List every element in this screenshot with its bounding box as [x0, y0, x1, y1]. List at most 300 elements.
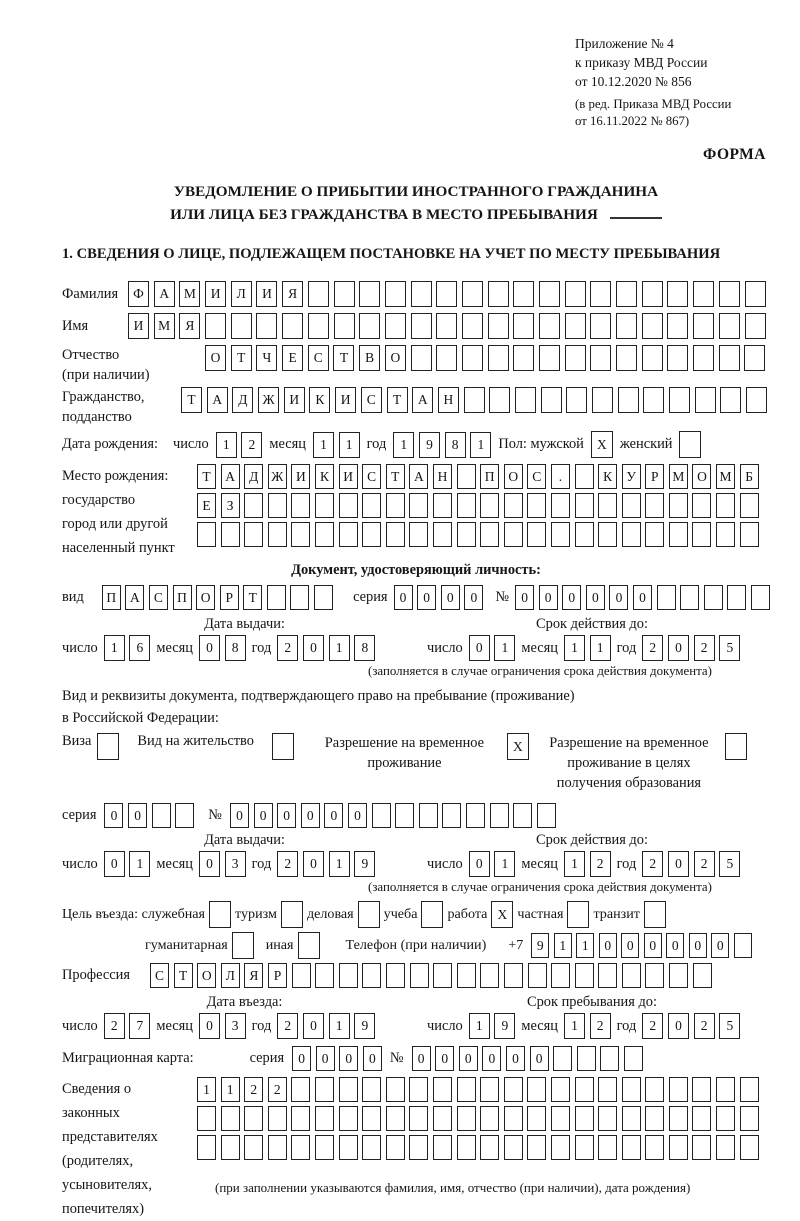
char-cell	[622, 1106, 641, 1131]
char-cell	[692, 493, 711, 518]
char-cell	[410, 963, 429, 988]
char-cell	[719, 313, 740, 339]
char-cell	[433, 1135, 452, 1160]
char-cell: 6	[129, 635, 150, 661]
char-cell: Я	[244, 963, 263, 988]
sex-female-checkbox	[679, 431, 701, 458]
section1-heading: 1. СВЕДЕНИЯ О ЛИЦЕ, ПОДЛЕЖАЩЕМ ПОСТАНОВКЕ НА УЧЕТ ПО МЕСТУ ПРЕБЫВАНИЯ	[62, 246, 721, 262]
char-cell: С	[150, 963, 169, 988]
char-cell: 1	[329, 635, 350, 661]
char-cell	[592, 387, 613, 413]
char-cell	[539, 345, 560, 371]
char-cell	[539, 313, 560, 339]
char-cell	[462, 345, 483, 371]
profession-label: Профессия	[62, 967, 130, 983]
char-cell	[362, 522, 381, 547]
patronymic-label-line2: (при наличии)	[62, 367, 150, 383]
char-cell: Ж	[268, 464, 287, 489]
char-cell	[291, 1106, 310, 1131]
char-cell	[515, 387, 536, 413]
char-cell: Т	[174, 963, 193, 988]
char-cell: 0	[301, 803, 320, 828]
char-cell	[598, 1077, 617, 1102]
char-cell	[716, 1077, 735, 1102]
purpose-tourism-checkbox	[281, 901, 303, 928]
permit-valid-header: Срок действия до:	[536, 832, 648, 848]
char-cell: Д	[232, 387, 253, 413]
char-cell	[395, 803, 414, 828]
char-cell: 0	[539, 585, 558, 610]
char-cell	[480, 522, 499, 547]
title-blank-underline	[610, 217, 662, 219]
char-cell	[244, 493, 263, 518]
doc-number-cells	[515, 585, 770, 610]
char-cell: 0	[348, 803, 367, 828]
char-cell	[541, 387, 562, 413]
char-cell: Л	[231, 281, 252, 307]
char-cell: 0	[277, 803, 296, 828]
month-label: месяц	[156, 639, 193, 656]
char-cell	[221, 1135, 240, 1160]
char-cell	[616, 313, 637, 339]
char-cell: 0	[441, 585, 460, 610]
char-cell: В	[359, 345, 380, 371]
representatives-label-line1: Сведения о	[62, 1081, 132, 1097]
char-cell	[669, 1077, 688, 1102]
char-cell: 0	[435, 1046, 454, 1071]
year-label: год	[616, 855, 637, 872]
representatives-label-line3: представителях	[62, 1129, 158, 1145]
char-cell	[680, 585, 699, 610]
char-cell	[539, 281, 560, 307]
char-cell	[244, 1106, 263, 1131]
char-cell	[480, 963, 499, 988]
char-cell: О	[197, 963, 216, 988]
name-label: Имя	[62, 317, 89, 334]
char-cell: 8	[354, 635, 375, 661]
char-cell	[622, 963, 641, 988]
char-cell	[616, 281, 637, 307]
char-cell	[575, 493, 594, 518]
representatives-cells-column	[197, 1077, 759, 1196]
char-cell: 0	[515, 585, 534, 610]
char-cell	[231, 313, 252, 339]
permit-dates-headers	[62, 832, 770, 849]
char-cell	[645, 963, 664, 988]
name-row	[62, 313, 770, 339]
month-label: месяц	[521, 639, 558, 656]
doc-issue-month-cells	[199, 635, 246, 661]
char-cell	[480, 1106, 499, 1131]
migcard-series-cells	[292, 1046, 382, 1071]
char-cell	[669, 387, 690, 413]
annex-block	[575, 34, 770, 130]
permit-number-cells	[230, 803, 556, 828]
char-cell: 3	[225, 851, 246, 877]
char-cell: О	[504, 464, 523, 489]
char-cell	[339, 1077, 358, 1102]
char-cell	[298, 932, 320, 959]
char-cell	[642, 281, 663, 307]
char-cell: Е	[197, 493, 216, 518]
char-cell: 1	[339, 432, 360, 458]
char-cell	[358, 901, 380, 928]
permit-valid-note: (заполняется в случае ограничения срока действия документа)	[368, 880, 712, 894]
year-label: год	[251, 855, 272, 872]
char-cell	[436, 313, 457, 339]
char-cell: 2	[241, 432, 262, 458]
phone-prefix: +7	[508, 937, 524, 953]
char-cell: 1	[494, 851, 515, 877]
char-cell: 0	[459, 1046, 478, 1071]
char-cell: 0	[666, 933, 684, 958]
char-cell	[197, 522, 216, 547]
sex-male-label: Пол: мужской	[498, 436, 584, 452]
char-cell: 0	[668, 1013, 689, 1039]
char-cell: 5	[719, 851, 740, 877]
char-cell	[527, 522, 546, 547]
purpose-other-label: иная	[265, 937, 294, 953]
doc-kind-cells	[102, 585, 333, 610]
char-cell	[386, 1106, 405, 1131]
char-cell: Ф	[128, 281, 149, 307]
char-cell	[716, 1106, 735, 1131]
citizenship-label	[62, 387, 181, 427]
char-cell: А	[207, 387, 228, 413]
char-cell: 9	[531, 933, 549, 958]
char-cell	[645, 522, 664, 547]
char-cell	[551, 1135, 570, 1160]
profession-row	[62, 963, 770, 988]
phone-cells	[531, 933, 752, 958]
char-cell	[645, 1077, 664, 1102]
char-cell	[616, 345, 637, 371]
char-cell	[657, 585, 676, 610]
char-cell	[409, 1077, 428, 1102]
char-cell	[527, 1135, 546, 1160]
day-label: число	[62, 639, 98, 656]
char-cell	[598, 1106, 617, 1131]
char-cell	[315, 1106, 334, 1131]
char-cell	[433, 1077, 452, 1102]
char-cell: А	[409, 464, 428, 489]
char-cell: П	[173, 585, 192, 610]
char-cell	[489, 387, 510, 413]
char-cell	[385, 313, 406, 339]
char-cell: О	[205, 345, 226, 371]
char-cell	[244, 1135, 263, 1160]
char-cell: 9	[419, 432, 440, 458]
char-cell: А	[412, 387, 433, 413]
birthplace-label-line4: населенный пункт	[62, 540, 175, 556]
char-cell	[334, 313, 355, 339]
char-cell: Б	[740, 464, 759, 489]
char-cell	[290, 585, 309, 610]
residence-permit-label: Вид на жительство	[137, 733, 254, 749]
char-cell	[734, 933, 752, 958]
permit-valid-day-cells	[469, 851, 516, 877]
char-cell	[291, 493, 310, 518]
char-cell: 0	[254, 803, 273, 828]
surname-cells	[128, 281, 766, 307]
char-cell: 1	[329, 851, 350, 877]
char-cell	[433, 493, 452, 518]
permit-checkline	[62, 733, 770, 793]
char-cell	[667, 281, 688, 307]
temp-permit-edu-label: Разрешение на временное проживание в целях получения образования	[549, 735, 709, 791]
char-cell	[590, 313, 611, 339]
char-cell	[645, 493, 664, 518]
char-cell	[268, 1135, 287, 1160]
month-label: месяц	[269, 436, 306, 452]
char-cell: 5	[719, 635, 740, 661]
char-cell: С	[308, 345, 329, 371]
char-cell: Р	[268, 963, 287, 988]
char-cell: Р	[645, 464, 664, 489]
doc-number-label: №	[495, 589, 510, 605]
char-cell	[740, 1106, 759, 1131]
char-cell	[267, 585, 286, 610]
char-cell	[565, 313, 586, 339]
sex-male-checkbox	[591, 431, 613, 458]
char-cell: 1	[564, 1013, 585, 1039]
char-cell	[334, 281, 355, 307]
char-cell	[308, 313, 329, 339]
purpose-other-checkbox	[298, 932, 320, 959]
doc-dates-headers	[62, 616, 770, 633]
char-cell: А	[154, 281, 175, 307]
char-cell	[362, 1077, 381, 1102]
char-cell: И	[205, 281, 226, 307]
visa-checkbox	[97, 733, 119, 760]
char-cell	[488, 281, 509, 307]
char-cell	[457, 1135, 476, 1160]
char-cell: Д	[244, 464, 263, 489]
birthplace-label	[62, 464, 197, 560]
char-cell: Т	[243, 585, 262, 610]
char-cell	[575, 1106, 594, 1131]
char-cell	[567, 901, 589, 928]
char-cell	[409, 1135, 428, 1160]
char-cell	[480, 493, 499, 518]
char-cell	[490, 803, 509, 828]
annex-line: к приказу МВД России	[575, 55, 708, 70]
char-cell	[386, 493, 405, 518]
entry-day-cells	[104, 1013, 151, 1039]
char-cell	[692, 522, 711, 547]
char-cell: Т	[231, 345, 252, 371]
representatives-cells-row3	[197, 1135, 759, 1160]
char-cell: 0	[586, 585, 605, 610]
char-cell: X	[591, 431, 613, 458]
purpose-transit-checkbox	[644, 901, 666, 928]
citizenship-cells	[181, 387, 767, 413]
char-cell: 1	[329, 1013, 350, 1039]
char-cell: М	[179, 281, 200, 307]
char-cell: Т	[333, 345, 354, 371]
char-cell	[419, 803, 438, 828]
char-cell: Е	[282, 345, 303, 371]
char-cell	[745, 281, 766, 307]
char-cell	[291, 522, 310, 547]
char-cell	[436, 281, 457, 307]
char-cell: 0	[621, 933, 639, 958]
surname-label: Фамилия	[62, 285, 119, 302]
birthdate-label: Дата рождения:	[62, 436, 158, 452]
char-cell	[362, 493, 381, 518]
purpose-private-label: частная	[517, 906, 564, 922]
permit-number-label: №	[208, 807, 222, 823]
char-cell	[577, 1046, 596, 1071]
char-cell: 0	[303, 851, 324, 877]
char-cell: 2	[277, 1013, 298, 1039]
char-cell	[462, 281, 483, 307]
char-cell: 3	[225, 1013, 246, 1039]
char-cell: Т	[181, 387, 202, 413]
char-cell	[244, 522, 263, 547]
char-cell	[527, 1077, 546, 1102]
patronymic-row	[62, 345, 770, 385]
visa-label: Виза	[62, 733, 92, 749]
char-cell	[457, 522, 476, 547]
char-cell: О	[692, 464, 711, 489]
char-cell: 2	[590, 1013, 611, 1039]
char-cell: 8	[225, 635, 246, 661]
char-cell: .	[551, 464, 570, 489]
char-cell	[504, 493, 523, 518]
char-cell	[695, 387, 716, 413]
char-cell	[693, 345, 714, 371]
char-cell: 0	[292, 1046, 311, 1071]
representatives-cells-row1	[197, 1077, 759, 1102]
month-label: месяц	[521, 855, 558, 872]
char-cell	[598, 493, 617, 518]
char-cell	[575, 464, 594, 489]
entry-date-group	[62, 1013, 427, 1039]
char-cell	[268, 522, 287, 547]
char-cell: 0	[199, 635, 220, 661]
char-cell: 0	[199, 851, 220, 877]
right-doc-line1: Вид и реквизиты документа, подтверждающего право на пребывание (проживание)	[62, 688, 575, 704]
temp-permit-checkbox	[507, 733, 529, 760]
char-cell	[339, 1135, 358, 1160]
char-cell	[308, 281, 329, 307]
representatives-cells-row2	[197, 1106, 759, 1131]
char-cell	[457, 1077, 476, 1102]
stay-year-cells	[642, 1013, 740, 1039]
citizenship-label-line1: Гражданство,	[62, 389, 145, 405]
char-cell: 0	[609, 585, 628, 610]
char-cell	[740, 1135, 759, 1160]
temp-permit-label: Разрешение на временное проживание	[324, 735, 485, 771]
char-cell: 2	[694, 851, 715, 877]
char-cell	[598, 522, 617, 547]
char-cell: Н	[433, 464, 452, 489]
permit-series-label: серия	[62, 807, 97, 823]
day-label: число	[172, 436, 209, 452]
char-cell: 1	[216, 432, 237, 458]
char-cell	[513, 803, 532, 828]
char-cell	[97, 733, 119, 760]
char-cell: 0	[230, 803, 249, 828]
char-cell	[565, 345, 586, 371]
day-label: число	[427, 855, 463, 872]
char-cell: 1	[576, 933, 594, 958]
doc-valid-month-cells	[564, 635, 611, 661]
char-cell: 1	[470, 432, 491, 458]
char-cell	[436, 345, 457, 371]
char-cell	[727, 585, 746, 610]
purpose-transit-label: транзит	[593, 906, 640, 922]
char-cell	[339, 1106, 358, 1131]
permit-issue-day-cells	[104, 851, 151, 877]
char-cell	[600, 1046, 619, 1071]
identity-doc-heading: Документ, удостоверяющий личность:	[291, 562, 541, 578]
char-cell: 0	[412, 1046, 431, 1071]
char-cell	[205, 313, 226, 339]
char-cell: К	[598, 464, 617, 489]
stay-until-group	[427, 1013, 740, 1039]
purpose-work-checkbox	[491, 901, 513, 928]
char-cell: З	[221, 493, 240, 518]
char-cell	[291, 1077, 310, 1102]
char-cell	[669, 493, 688, 518]
stay-month-cells	[564, 1013, 611, 1039]
char-cell: К	[309, 387, 330, 413]
year-label: год	[616, 639, 637, 656]
char-cell: Т	[197, 464, 216, 489]
char-cell: 1	[469, 1013, 490, 1039]
char-cell	[575, 963, 594, 988]
char-cell: 1	[564, 635, 585, 661]
birthplace-cells-row3	[197, 522, 759, 547]
char-cell: У	[622, 464, 641, 489]
char-cell	[667, 345, 688, 371]
char-cell: 0	[417, 585, 436, 610]
char-cell: 0	[104, 803, 123, 828]
char-cell	[359, 313, 380, 339]
char-cell	[386, 963, 405, 988]
char-cell	[551, 963, 570, 988]
char-cell	[575, 1135, 594, 1160]
birth-month-cells	[313, 432, 360, 458]
doc-issue-year-cells	[277, 635, 375, 661]
char-cell: 2	[104, 1013, 125, 1039]
citizenship-label-line2: подданство	[62, 409, 132, 425]
char-cell	[551, 522, 570, 547]
birthplace-label-line1: Место рождения:	[62, 468, 169, 484]
char-cell: И	[291, 464, 310, 489]
char-cell	[618, 387, 639, 413]
title-line2-text: ИЛИ ЛИЦА БЕЗ ГРАЖДАНСТВА В МЕСТО ПРЕБЫВАНИЯ	[170, 206, 598, 223]
char-cell: 0	[469, 851, 490, 877]
char-cell: И	[128, 313, 149, 339]
doc-kind-label: вид	[62, 589, 84, 605]
char-cell: 9	[494, 1013, 515, 1039]
doc-valid-note: (заполняется в случае ограничения срока действия документа)	[368, 664, 712, 678]
char-cell	[339, 963, 358, 988]
char-cell	[719, 281, 740, 307]
char-cell: 0	[394, 585, 413, 610]
day-label: число	[62, 1017, 98, 1034]
char-cell	[537, 803, 556, 828]
char-cell	[669, 522, 688, 547]
char-cell	[292, 963, 311, 988]
char-cell	[527, 1106, 546, 1131]
char-cell: 0	[128, 803, 147, 828]
char-cell	[575, 1077, 594, 1102]
birth-day-cells	[216, 432, 263, 458]
